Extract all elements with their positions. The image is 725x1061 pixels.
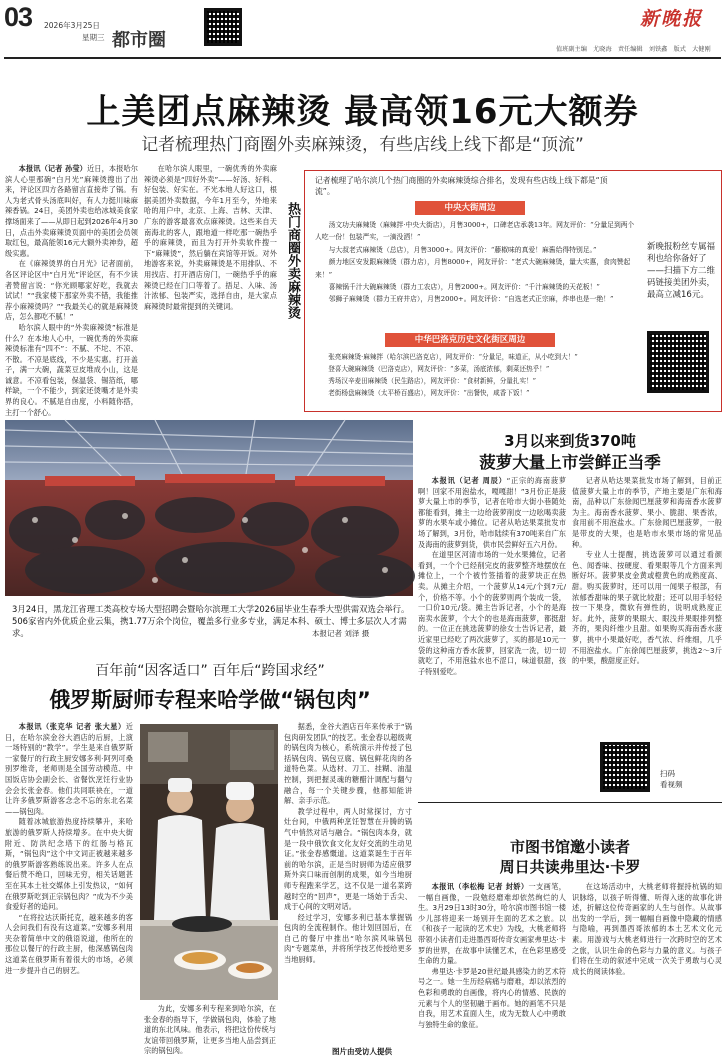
chef-photo — [140, 724, 278, 1000]
list-item: 汤文功夫麻辣烫（麻辣拌·中央大街店），月售3000+，口碑老店承袭13年。网友评价：“分量足到两个人吃一份！包装严实，一滴没洒！” — [315, 221, 635, 242]
library-body-left — [418, 882, 566, 1058]
video-qr-caption — [660, 768, 683, 790]
newspaper-logo: 新晚报 — [640, 8, 704, 30]
chef-paragraph: 为此，安娜多利专程来到哈尔滨，在张金春的指导下，学做锅包肉，体验了地道的东北风味。他表示，将把这份传统与友谊带回俄罗斯，让更多当地人品尝到正宗的锅包肉。 — [144, 1004, 276, 1056]
job-fair-caption-text: 3月24日，黑龙江省理工类高校专场大型招聘会暨哈尔滨理工大学2026届毕业生春季大型供需双选会举行。506家省内外优质企业云集，携1.77万余个岗位，覆盖多行业多专业，满足本科、硕士、博士多层次人才需求。 — [12, 604, 410, 638]
list-item: 与大叔老式麻辣烫（总店），月售3000+。网友评价：“藤椒味的真爱！麻酱给得特别足。” — [328, 245, 597, 254]
pineapple-paragraph: 记者从哈达果菜批发市场了解到，目前正值菠萝大量上市的季节，产地主要是广东和海南，品种以广东徐闻巴厘菠萝和海南香水菠萝为主。海南香水菠萝、果小、脆甜、果香浓，食用前不用泡盐水。广东徐闻巴厘菠萝，一般是带皮的大果，也是哈市水果市场的常见品种。 — [572, 476, 722, 549]
library-paragraph: 在这场活动中，大桃老师将握持杭锅的知识脉络，以孩子听得懂、听得入迷的故事化讲述，折解这位传奇画家的人生与创作。从故事出发的一学后，到一幅幅自画像中隐藏的情感与隐喻，再到墨西哥浓郁的本土艺术文化元素。用游戏与大桃老师进行一次跨时空的艺术之旅，认识生命的色彩与力量的意义。与孩子们将在生动的叙述中完成一次关于勇敢与心灵成长的阅读体验。 — [572, 882, 722, 976]
pineapple-body-left — [418, 476, 566, 794]
chef-body-left — [5, 722, 133, 1058]
chef-photo-credit: 图片由受访人提供 — [332, 1047, 392, 1056]
lead-body-middle — [144, 164, 277, 412]
library-byline: 本报讯（李松梅 记者 封娇） — [431, 882, 529, 891]
list-item: 邻狮子麻辣烫（群力王府井店），月售2000+。网友评价：“自选老式正宗麻，炸串也是一绝！” — [328, 295, 614, 304]
lead-paragraph: 哈尔滨人眼中的“外卖麻辣烫”标准是什么？在本地人心中，一碗优秀的外卖麻辣烫标准有“四不”：不腻、不坨、不凉、不散。不凉是底线，不少是实惠。打开盖子，满一大碗，蔬菜豆皮堆成小山，这是诚意。不凉看包装，保温袋、锡箔纸，哪样缺，一个不能少，到家还烫嘴才是外卖界的良心。不腻是自由度，小料随你搭，主打一个舒心。 — [5, 322, 138, 417]
list-item: 喜辣锅千汁大碗麻辣烫（群力工农店），月售2000+。网友评价：“千汁麻辣烫的天花板！” — [328, 283, 600, 292]
ranking-intro: 记者梳理了哈尔滨几个热门商圈的外卖麻辣烫综合排名，发现有些店线上线下都是“顶流”。 — [315, 176, 608, 196]
header-qr-code — [204, 8, 242, 46]
section-title: 都市圈 — [112, 30, 166, 51]
lead-body-left — [5, 164, 138, 417]
header-weekday: 星期三 — [82, 33, 105, 42]
zone1-list — [315, 219, 635, 306]
chef-body-photo-foot — [144, 1004, 276, 1058]
chef-byline: 本报讯（张克华 记者 张大星） — [18, 722, 126, 731]
page-number: 03 — [4, 2, 33, 32]
library-headline-line1: 市图书馆邀小读者 — [509, 838, 630, 856]
chef-paragraph: 近日，在哈尔滨金谷大酒店的后厨，上演一场特别的“教学”。学生是来自俄罗斯一家餐厅的行政主厨安娜多利·阿列可桑别罗维奇，老师则是全国劳动模范、中国饭店协会副会长、省餐饮烹饪行业协会会长张金春。他们共同联袂在，一道让许多俄罗斯游客念念不忘的东北名菜——锅包肉。 — [5, 722, 133, 816]
lead-paragraph: 在《麻辣烫界的白月光》记者面前，各区评论区中“白月光”评论区，有不少读者赞留言说：“你光顾哪家好吃，我就去试试！”“我家楼下那家外卖不错，我能推荐小麻辣烫吗？”“我最关心的就是麻辣烫店，怎么都吃不腻！” — [5, 259, 138, 322]
sidebar-vertical-label: 热门商圈外卖麻辣烫 — [285, 202, 300, 319]
list-item: 老街杨盘麻辣烫（太平桥百盛店），网友评价：“出餐快，咸香下饭！” — [328, 389, 530, 397]
chef-headline: 俄罗斯厨师专程来哈学做“锅包肉” — [49, 688, 371, 712]
page-header — [0, 0, 725, 62]
job-fair-photo-credit: 本报记者 刘泽 摄 — [312, 629, 370, 638]
pineapple-headline-line2: 菠萝大量上市尝鲜正当季 — [479, 453, 661, 472]
header-date: 2026年3月25日 — [44, 21, 100, 30]
job-fair-photo-image — [5, 420, 413, 596]
job-fair-photo — [5, 420, 413, 596]
lead-subhead: 记者梳理热门商圈外卖麻辣烫，有些店线上线下都是“顶流” — [141, 135, 584, 155]
editor-credits: 值班副主编 尤晓海 责任编辑 刘铁鑫 版式 大健刚 — [556, 46, 711, 53]
chef-paragraph: 据悉，金谷大酒店百年来传承于“锅包肉研发团队”的技艺。张金春以超级爽的锅包肉为核心，系统演示并传授了包括锅包肉、锅包豆腐、锅包鲜花肉的各道特色菜。从选材、刀工、挂糊、油温控制，到把握灵魂的糖醋汁调配与翻勺融合，每一个关键步骤，他都知能讲解、亲手示范。 — [284, 722, 412, 806]
pineapple-paragraph: “正宗的海南菠萝啊！回家不用泡盐水，嘎嘎甜！”3月份正是菠萝大量上市的季节，记者在哈市大街小巷随处都能看到，摊主一边给菠萝削皮一边吆喝卖菠萝的水果车或小摊位。记者从哈达果菜批发市场了解到，3月份，哈市陆续有370吨来自广东及海南的菠萝到货，供市民尝鲜好五六月份。 — [418, 476, 566, 549]
lead-paragraph: 近日，本报哈尔滨人心里那碗“白月光”麻辣烫搜出了出来，评论区四方各路留言直接炸了锅。有人为老式骨头汤底叫好，有人力挺川味麻辣香锅。24日，美团外卖也给冰城美食家撑场面来了——从即日起到2026年4月30日，点击外卖麻辣烫页面中的美团会员领取红包，最高能领16元大额外卖神券，超级实惠。 — [5, 164, 138, 258]
chef-photo-image — [140, 724, 278, 1000]
lead-headline: 上美团点麻辣烫 最高领16元大额券 — [86, 92, 639, 132]
chef-kicker: 百年前“因客适口” 百年后“跨国求经” — [95, 663, 325, 679]
library-paragraph: 一支画笔，一幅自画像，一段勉经磨难却依然绚烂的人生。3月29日13时30分，哈尔滨市图书馆一楼少儿部将迎来一场别开生面的艺术之旅。以《和孩子一起读的艺术史》为线，大桃老师将带领小读者们走进墨西哥传奇女画家弗里达·卡罗的世界，在故事中读懂艺术，在色彩里感受生命的力量。 — [418, 882, 566, 966]
list-item: 登喜大碗麻辣烫（巴洛克店），网友评价：“多菜，汤底浓郁，剩菜还热乎！” — [328, 365, 550, 373]
video-qr-code — [600, 742, 650, 792]
lead-paragraph: 在哈尔滨人眼里，一碗优秀的外卖麻辣烫必须是“四好外卖”——好汤、好料、好包装、好实在。不光本地人好这口，根据美团外卖数据，今年1月至今，外地来哈的用户中，北京、上海、吉林、天津、广东的游客最喜欢点麻辣烫。这些来自天南海北的客人，跟地道一样吃那一碗热乎乎的麻辣烫，而且为打开外卖软件搜一下“麻辣烫”，然后躺在宾馆等开饭。对外地游客来说，外卖麻辣烫是不用排队、不用找店、打开酒店房门，一碗热乎乎的麻辣烫已经在门口等着了。捂足、入味、汤汁浓郁、包装严实，选择自由，是大家点麻辣烫时最常提到的关键词。 — [144, 164, 277, 311]
chef-body-right — [284, 722, 412, 1044]
coupon-qr-caption: 新晚报粉丝专属福利也给你备好了——扫描下方二维码链接美团外卖，最高立减16元。 — [647, 242, 716, 300]
pineapple-paragraph: 专业人士提醒，挑选菠萝可以通过看颜色、闻香味、按硬度、看果眼等几个方面来判断好坏。菠萝果皮金黄或橙黄色的成熟度高、甜。购买菠萝时，还可以用一闻果子根部，有浓郁香甜味的果子就比较甜；还可以用手轻轻按一下果身，微软有弹性的，说明成熟度正好。此外，菠萝的果眼大、眼浅并果眼排列整齐的，果肉纤维少且甜。如果购买海南香水菠萝，挑中小果最好吃，香气浓、纤维细，几乎不用泡盐水。广东徐闻巴厘菠萝，挑选2～3斤的中果，酸甜度正好。 — [572, 550, 722, 666]
pineapple-body-right — [572, 476, 722, 738]
video-qr-caption-line2: 看视频 — [660, 780, 683, 789]
zone-title-central-street: 中央大街周边 — [415, 201, 525, 215]
list-item: 张亮麻辣烫·麻辣拌（哈尔滨巴洛克店），网友评价：“分量足，味道正，从小吃到大！” — [328, 353, 578, 361]
chef-paragraph: “在将拉达沃斯托克，越来越多的客人会问我们有没有这道菜。”安娜多利用夹杂着简单中文的俄语说道，他所在的那位以餐厅的行政主厨，他深感锅包肉这道菜在俄罗斯有着很大的市场，必须进一步提升自己的厨艺。 — [5, 912, 133, 975]
pineapple-byline: 本报讯（记者 周辰） — [431, 476, 507, 485]
chef-paragraph: 经过学习，安娜多利已基本掌握锅包肉的全流程制作。他计划回国后，在自己的餐厅中推出“哈尔滨风味锅包肉”专题菜单，并将所学技艺传授给更多当地厨师。 — [284, 912, 412, 965]
library-paragraph: 弗里达·卡罗是20世纪最具感染力的艺术符号之一。她一生历经病痛与磨难，却以浓烈的色彩和勇敢的自画像，将内心的情感、民族的元素与个人的坚韧融于画布。她的画笔不只是自我，用艺术直面人生，成为无数人心中勇敢与独特生命的象征。 — [418, 966, 566, 1029]
list-item: 颜力地区安发跟麻辣烫（群力店），月售8000+，网友评价：“老式大碗麻辣烫，量大实惠，食肉赞起来！” — [315, 258, 631, 279]
lead-byline: 本报讯（记者 孙莹） — [18, 164, 87, 173]
video-qr-caption-line1: 扫码 — [660, 769, 675, 778]
ranking-box — [304, 170, 722, 412]
list-item: 秀场汉辛麦田麻辣烫（民生路店），网友评价：“食材新鲜，分量扎实！” — [328, 377, 537, 385]
pineapple-headline-line1: 3月以来到货370吨 — [504, 432, 636, 450]
header-rule — [4, 57, 721, 59]
chef-paragraph: 教学过程中，两人时常探讨，方寸灶台间，中俄两种烹饪智慧在升腾的锅气中悄然对话与融合。“锅包肉本身，就是一段中俄饮食文化友好交流的生动见证。”张金春感慨道。这道菜诞生于百年前的哈尔滨，正是当时厨师为适应俄罗斯外宾口味而创制的成果，如今当地厨师专程跑来学艺，这不仅是一道名菜跨越时空的“回声”，更是一场始于舌尖、成于心间的文明对话。 — [284, 806, 412, 912]
library-headline-line2: 周日共读弗里达·卡罗 — [499, 858, 641, 876]
pineapple-paragraph: 在道里区河清市场的一处水果摊位，记者看到，一个个已经削完皮的菠萝整齐地摆放在摊位上，一个个被竹签插着的菠萝块正在热卖。从摊主介绍，一个菠萝从14元/个到7元/个，价格不等。小个的菠萝则两个装成一袋，一口价10元/袋。摊主告诉记者，小个的是海南卖水菠萝，个大个的也是海南菠萝，都挺甜的。一位正在挑选菠萝的徐女士告诉记者，最近家里已经吃了两次菠萝了，买的都是10元一袋的这种南方香水菠萝，回家洗一洗，切一切就吃了，不用泡盐水也不涩口，味道很甜，孩子特别爱吃。 — [418, 550, 566, 676]
coupon-qr-code — [647, 331, 709, 393]
chef-paragraph: 随着冰城旅游热度持续攀升，来哈旅游的俄罗斯人持续增多。在中央大街附近、防洪纪念塔下的红肠与格瓦斯，“锅包肉”这个中文词正被越来越多的俄罗斯游客熟练说出来。许多人在点餐后赞不绝口，回味无穷，相关话题甚至在其本土社交媒体上引发热议，“如何在俄罗斯吃到正宗锅包肉？”成为不少美食爱好者的追问。 — [5, 817, 133, 912]
library-body-right — [572, 882, 722, 1058]
zone-title-baroque-district: 中华巴洛克历史文化街区周边 — [385, 333, 555, 347]
zone2-list — [315, 351, 635, 399]
library-top-rule — [418, 802, 722, 803]
